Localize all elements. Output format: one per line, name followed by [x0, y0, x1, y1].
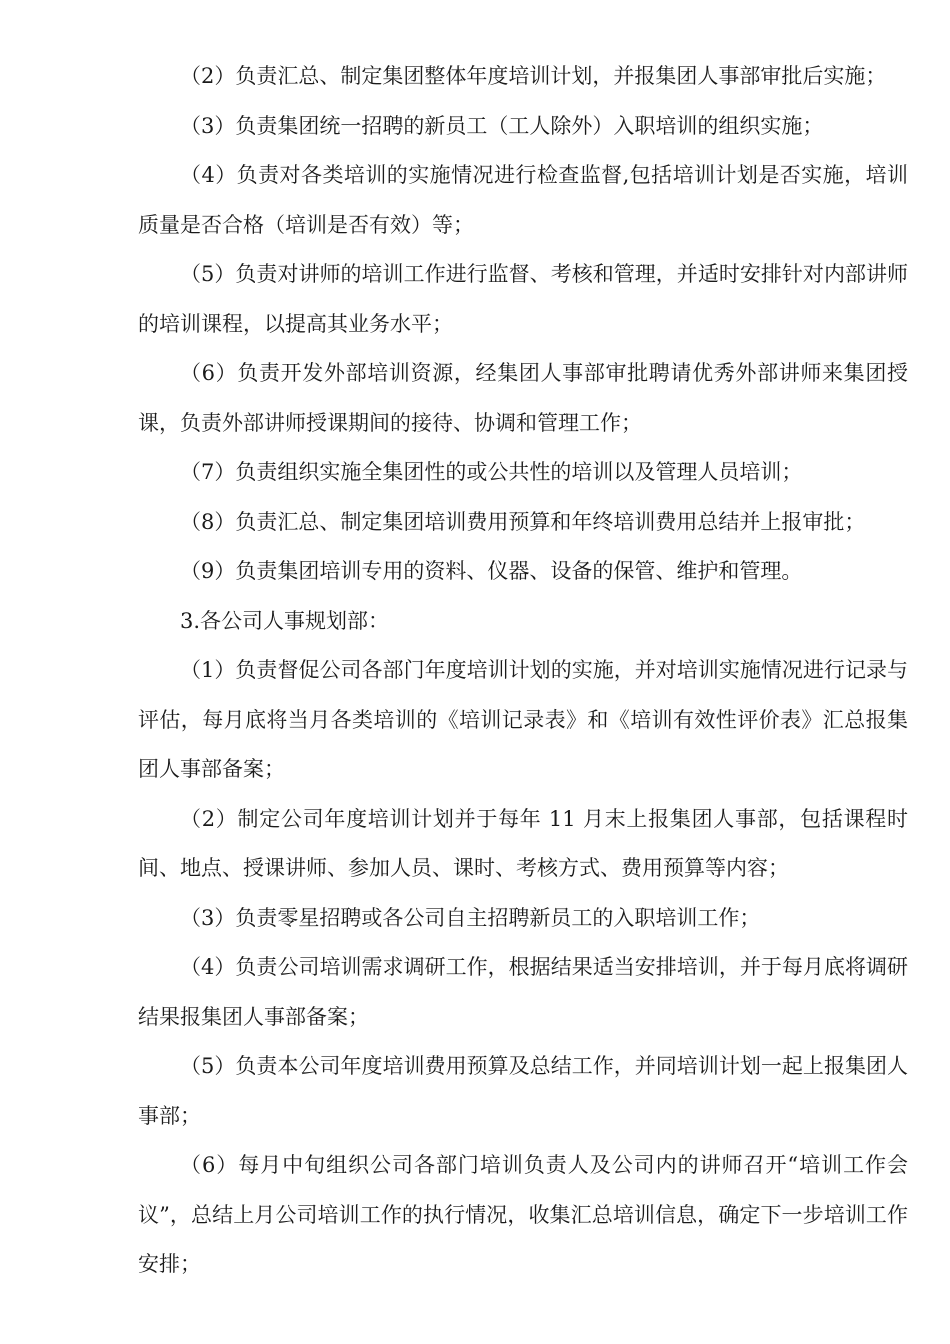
- paragraph-8: （9）负责集团培训专用的资料、仪器、设备的保管、维护和管理。: [180, 559, 803, 583]
- paragraph-6: （7）负责组织实施全集团性的或公共性的培训以及管理人员培训；: [180, 460, 803, 484]
- paragraph-7: （8）负责汇总、制定集团培训费用预算和年终培训费用总结并上报审批；: [180, 509, 866, 534]
- paragraph-3: （4）负责对各类培训的实施情况进行检查监督,包括培训计划是否实施，培训质量是否合格（培训是否有效）等；: [138, 163, 908, 237]
- document-page: [138, 52, 908, 1290]
- paragraph-5: （6）负责开发外部培训资源，经集团人事部审批聘请优秀外部讲师来集团授课，负责外部讲师授课期间的接待、协调和管理工作；: [138, 361, 908, 435]
- section-heading: 3.各公司人事规划部：: [180, 608, 390, 633]
- paragraph-2: （3）负责集团统一招聘的新员工（工人除外）入职培训的组织实施；: [180, 113, 824, 138]
- paragraph-13: （4）负责公司培训需求调研工作，根据结果适当安排培训，并于每月底将调研结果报集团人事部备案；: [138, 955, 908, 1029]
- paragraph-15: （6）每月中旬组织公司各部门培训负责人及公司内的讲师召开“培训工作会议”，总结上月公司培训工作的执行情况，收集汇总培训信息，确定下一步培训工作安排；: [138, 1153, 908, 1276]
- paragraph-11: （2）制定公司年度培训计划并于每年 11 月末上报集团人事部，包括课程时间、地点、授课讲师、参加人员、课时、考核方式、费用预算等内容；: [138, 806, 908, 880]
- paragraph-1: （2）负责汇总、制定集团整体年度培训计划，并报集团人事部审批后实施；: [180, 64, 887, 88]
- paragraph-14: （5）负责本公司年度培训费用预算及总结工作，并同培训计划一起上报集团人事部；: [138, 1054, 908, 1128]
- paragraph-10: （1）负责督促公司各部门年度培训计划的实施，并对培训实施情况进行记录与评估，每月底将当月各类培训的《培训记录表》和《培训有效性评价表》汇总报集团人事部备案；: [138, 658, 908, 781]
- paragraph-4: （5）负责对讲师的培训工作进行监督、考核和管理，并适时安排针对内部讲师的培训课程，以提高其业务水平；: [138, 262, 908, 336]
- paragraph-12: （3）负责零星招聘或各公司自主招聘新员工的入职培训工作；: [180, 905, 761, 930]
